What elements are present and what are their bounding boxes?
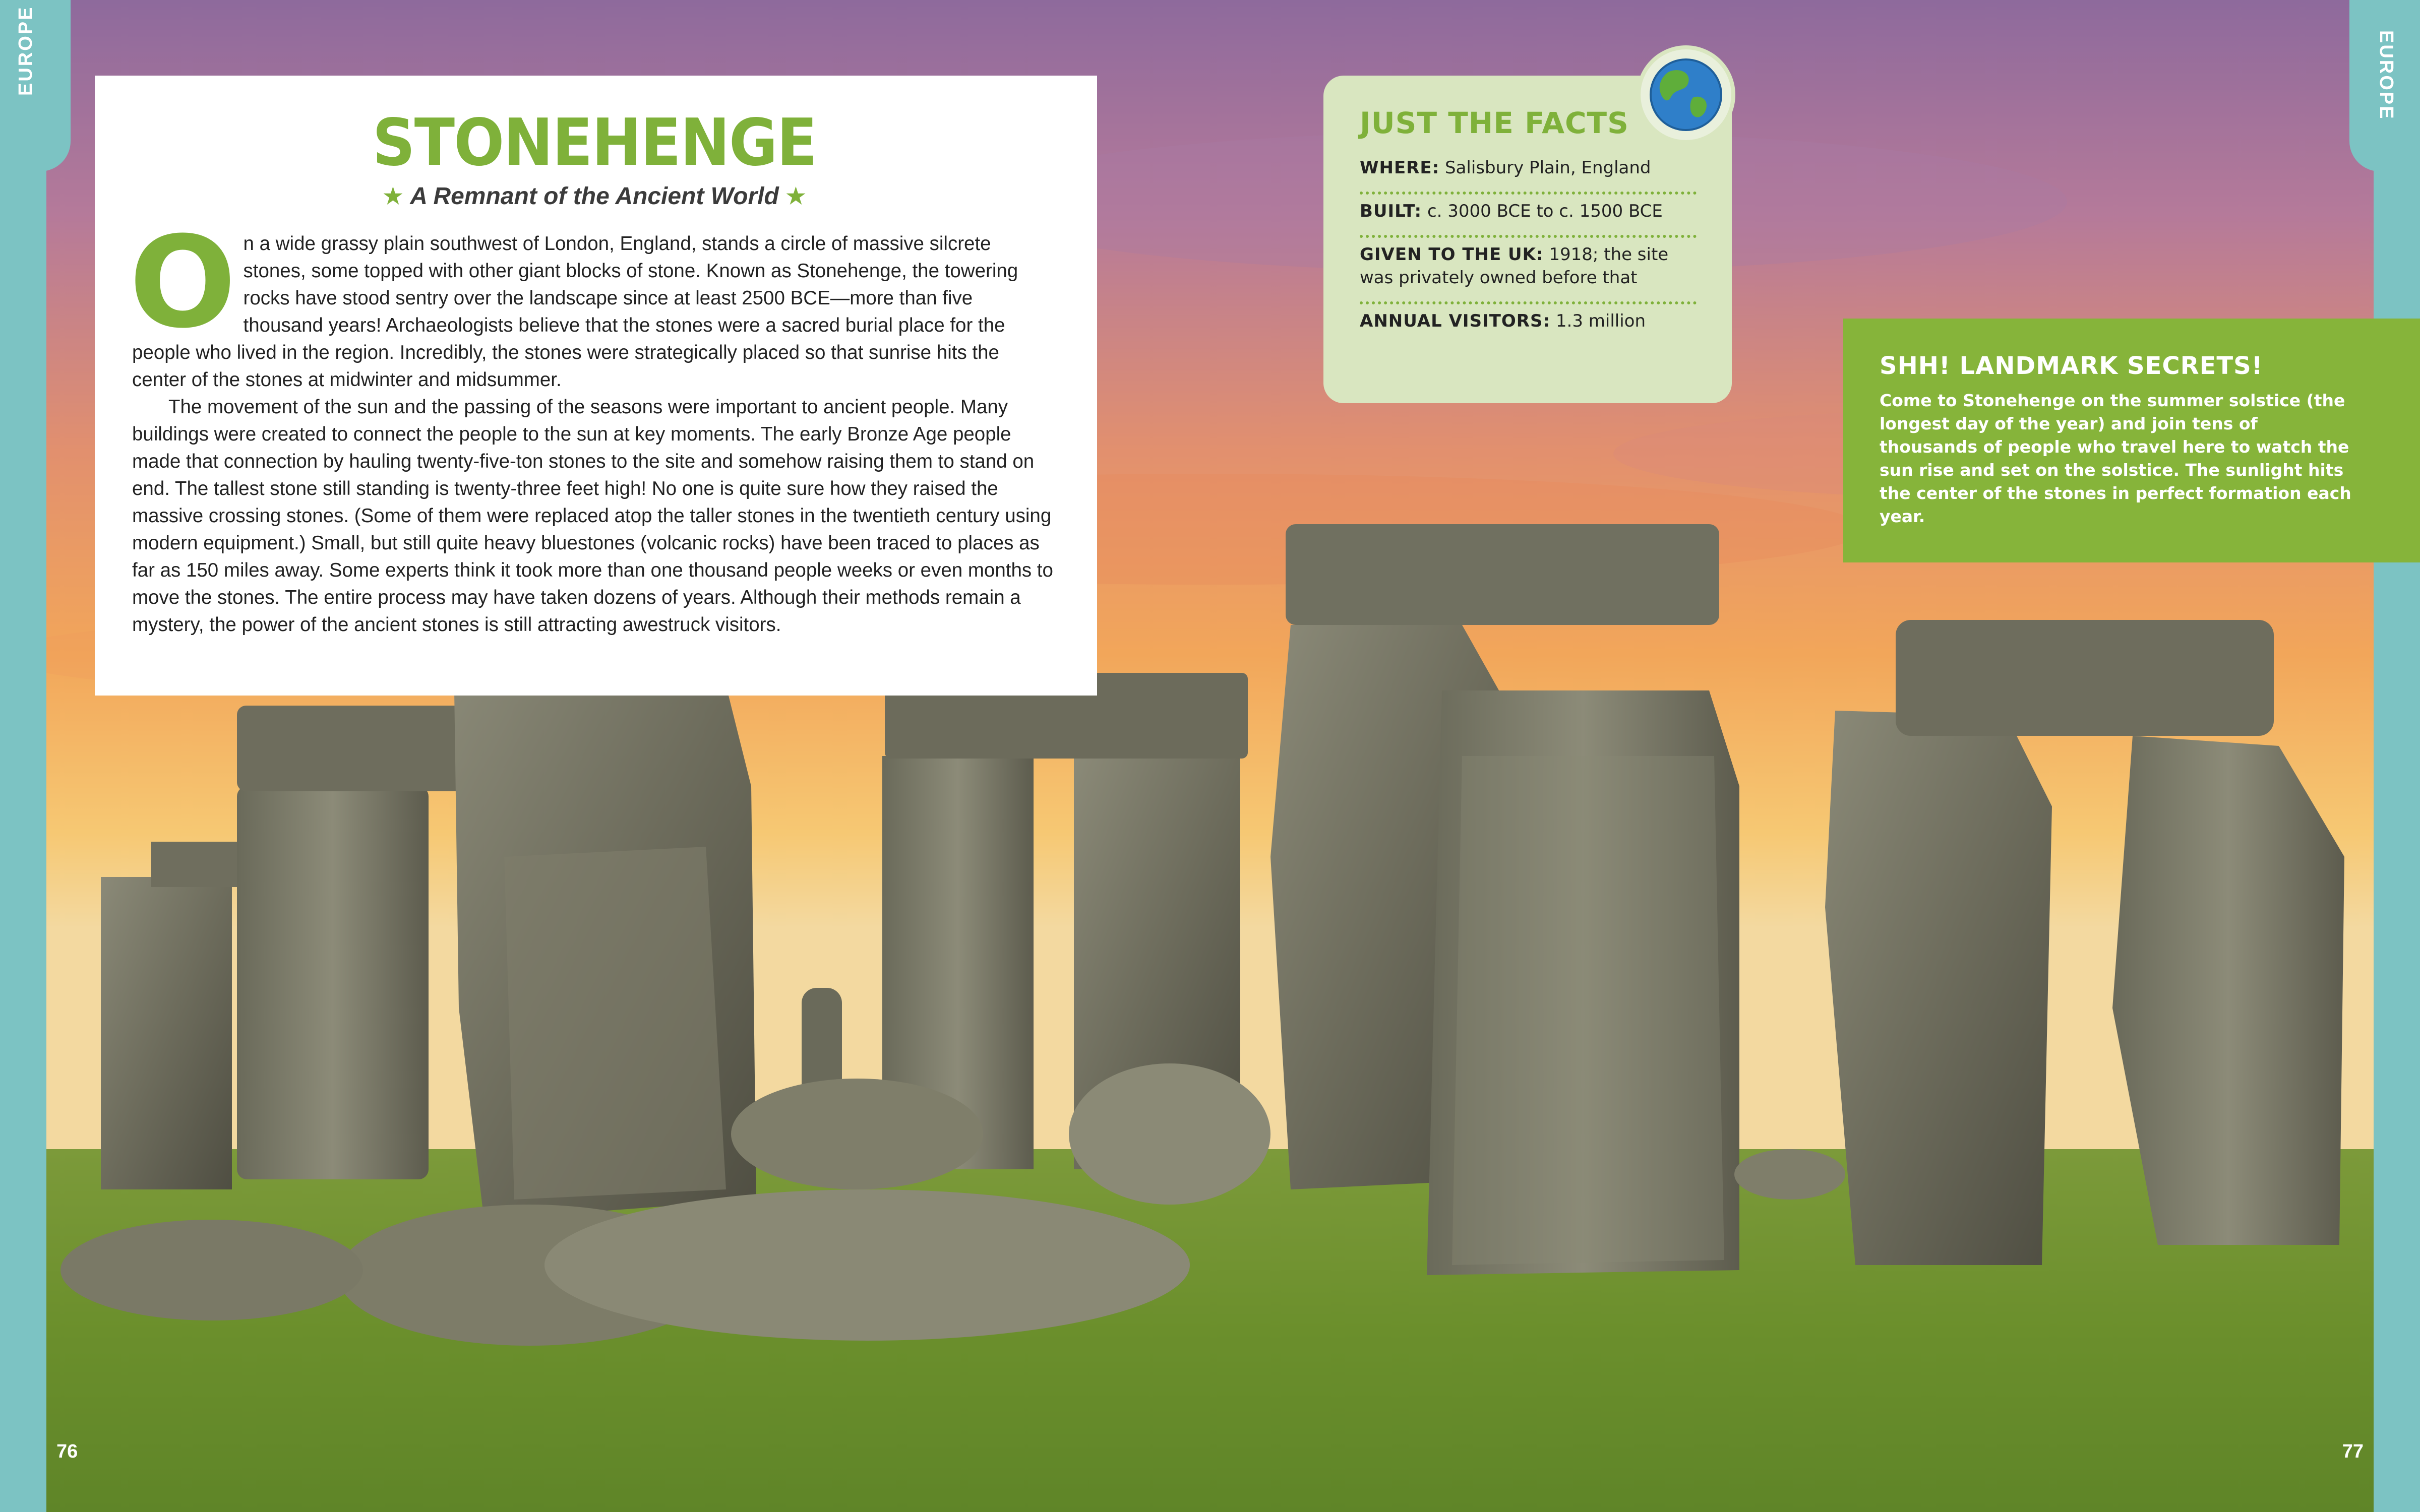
drop-cap: O [129, 209, 236, 356]
fact-value: Salisbury Plain, England [1445, 158, 1651, 178]
paragraph-1-text: n a wide grassy plain southwest of London, England, stands a circle of massive silcrete stones, some topped with other giant blocks of stone. Known as Stonehenge, the towering rocks have stood sentry over the landscape since at least 2500 BCE—more than five thousand years! Archaeologists believe that the stones were a sacred burial place for the people who lived in the region. Incredibly, the stones were strategically placed so that sunrise hits the center of the stones at midwinter and midsummer. [132, 233, 1018, 391]
facts-title: JUST THE FACTS [1360, 106, 1629, 140]
right-side-tab [2374, 0, 2420, 1512]
paragraph-2: The movement of the sun and the passing of the seasons were important to ancient people. Many buildings were created to connect the people to the sun at key moments. The early Bronze Age people made that connection by hauling twenty-five-ton stones to the site and somehow raising them to stand on end. The tallest stone still standing is twenty-three feet high! No one is quite sure how they raised the massive crossing stones. (Some of them were replaced atop the taller stones in the twentieth century using modern equipment.) Small, but still quite heavy bluestones (volcanic rocks) have been traced to places as far as 150 miles away. Some experts think it took more than one thousand people weeks or even months to move the stones. The entire process may have taken dozens of years. Although their methods remain a mystery, the power of the ancient stones is still attracting awestruck visitors. [132, 396, 1053, 636]
secrets-title: SHH! LANDMARK SECRETS! [1880, 352, 2263, 380]
fact-label: WHERE: [1360, 158, 1440, 178]
star-icon: ★ [383, 184, 403, 209]
secrets-body: Come to Stonehenge on the summer solstice (the longest day of the year) and join tens of thousands of people who travel here to watch the sun rise and set on the solstice. The sunlight hits the center of the stones in perfect formation each year. [1880, 391, 2351, 526]
fact-given [1360, 238, 1697, 304]
left-side-tab [0, 0, 46, 1512]
fact-visitors [1360, 304, 1697, 345]
secrets-box [1843, 319, 2420, 562]
fact-value: 1918; the site was privately owned before that [1360, 244, 1669, 288]
right-section-label: EUROPE [2376, 30, 2397, 120]
left-page-number: 76 [56, 1441, 78, 1462]
fact-where [1360, 151, 1697, 195]
article-box [95, 76, 1097, 696]
article-title: STONEHENGE [372, 105, 817, 180]
fact-value: 1.3 million [1555, 311, 1646, 331]
subtitle-text: A Remnant of the Ancient World [410, 183, 779, 210]
fact-label: BUILT: [1360, 201, 1422, 221]
article-body [129, 209, 1057, 639]
fact-value: c. 3000 BCE to c. 1500 BCE [1427, 201, 1663, 221]
fact-label: GIVEN TO THE UK: [1360, 244, 1544, 265]
fact-label: ANNUAL VISITORS: [1360, 311, 1551, 331]
fact-built [1360, 195, 1697, 238]
globe-icon [1641, 49, 1731, 140]
paragraph-1 [129, 209, 1057, 394]
right-page-number: 77 [2342, 1441, 2364, 1462]
star-icon: ★ [785, 184, 806, 209]
article-subtitle [132, 182, 1057, 210]
left-section-label: EUROPE [15, 6, 36, 96]
